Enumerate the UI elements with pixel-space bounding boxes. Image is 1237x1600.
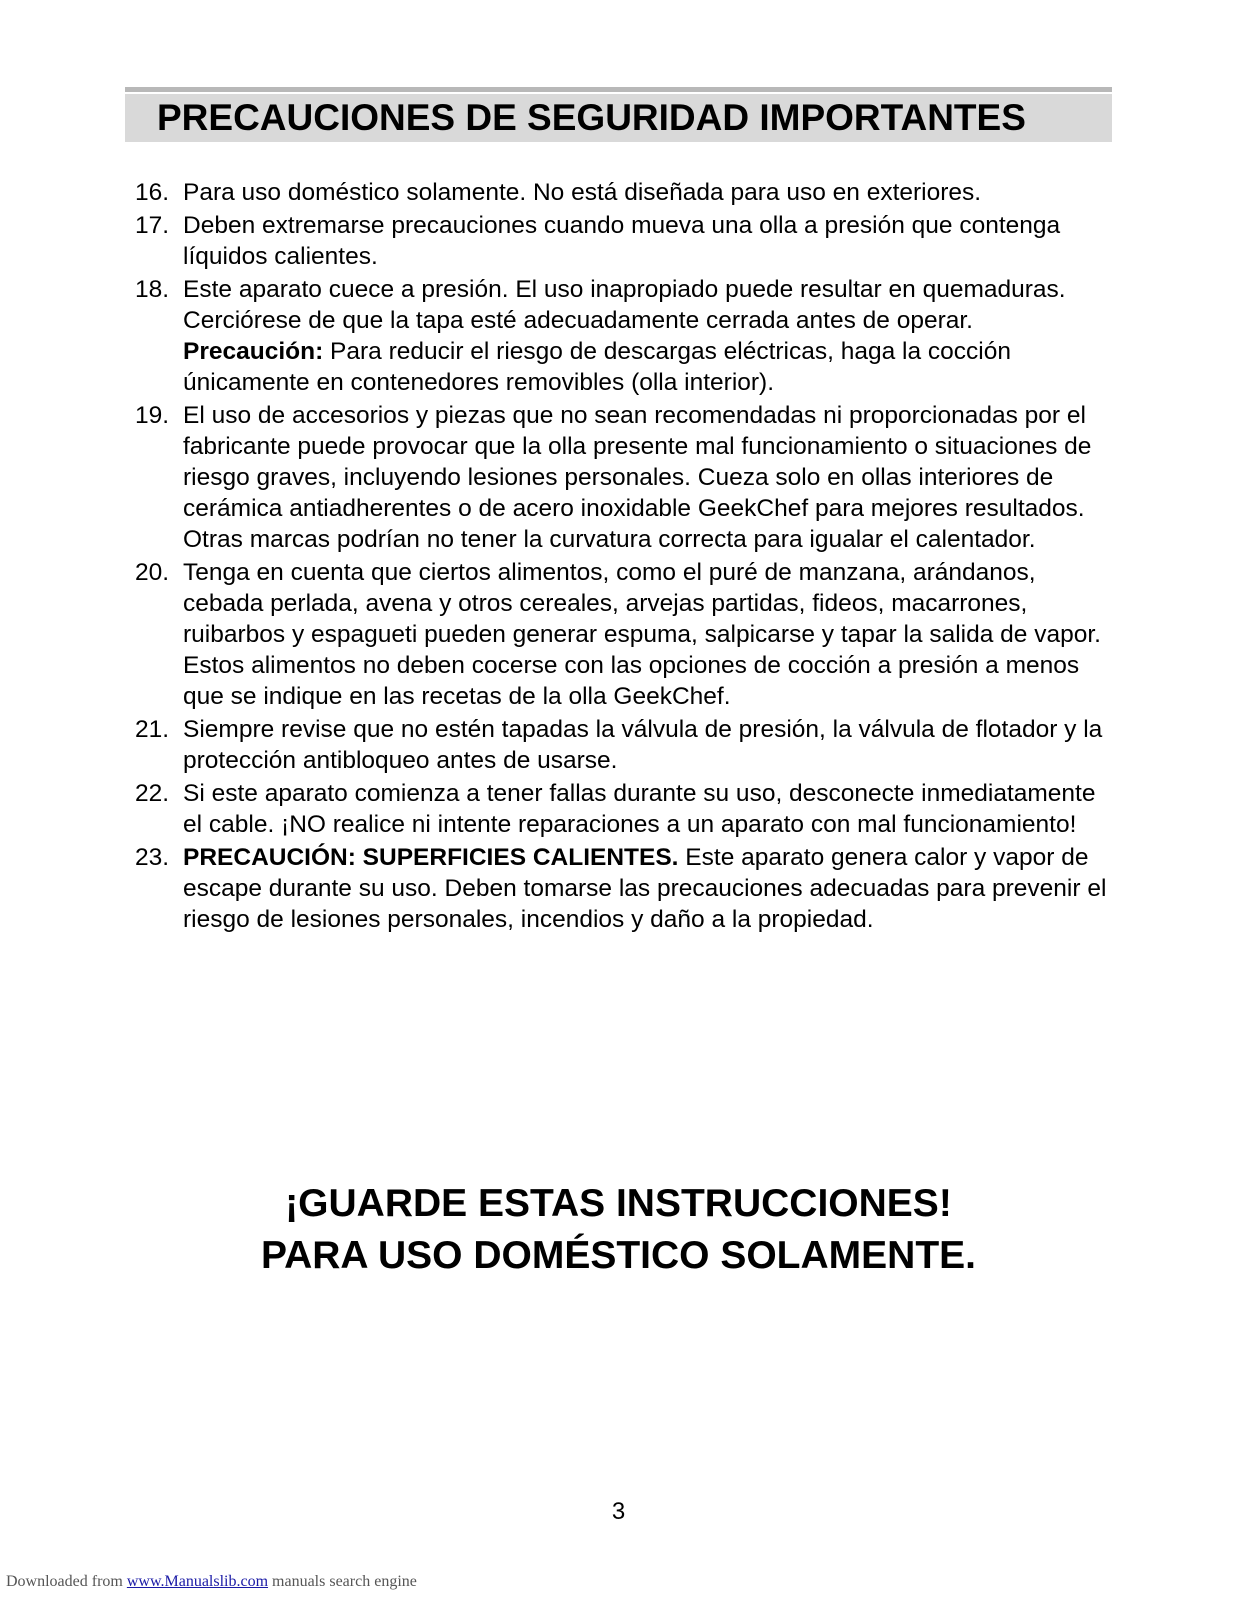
list-item xyxy=(135,210,1120,272)
item-text: Tenga en cuenta que ciertos alimentos, como el puré de manzana, arándanos, cebada perlada, avena y otros cereales, arvejas partidas, fideos, macarrones, ruibarbos y espagueti pueden generar espuma, salpicarse y tapar la salida de vapor. Estos alimentos no deben cocerse con las opciones de cocción a presión a menos que se indique en las recetas de la olla GeekChef. xyxy=(183,559,1101,710)
caution-label: Precaución: xyxy=(183,338,324,365)
list-item xyxy=(135,400,1120,555)
list-item xyxy=(135,177,1120,208)
list-item xyxy=(135,778,1120,840)
item-number: 19. xyxy=(135,402,170,429)
item-number: 17. xyxy=(135,212,170,239)
page-number: 3 xyxy=(611,1498,626,1525)
safety-list xyxy=(135,177,1120,937)
item-text: Siempre revise que no estén tapadas la válvula de presión, la válvula de flotador y la protección antibloqueo antes de usarse. xyxy=(183,716,1103,774)
list-item xyxy=(135,842,1120,935)
manualslib-link[interactable]: www.Manualslib.com xyxy=(126,1573,269,1590)
item-number: 16. xyxy=(135,179,170,206)
item-text: El uso de accesorios y piezas que no sean recomendadas ni proporcionadas por el fabricante puede provocar que la olla presente mal funcionamiento o situaciones de riesgo graves, incluyendo lesiones personales. Cueza solo en ollas interiores de cerámica antiadherentes o de acero inoxidable GeekChef para mejores resultados. Otras marcas podrían no tener la curvatura correcta para igualar el calentador. xyxy=(183,402,1092,553)
item-text: Para uso doméstico solamente. No está diseñada para uso en exteriores. xyxy=(183,179,982,206)
item-number: 21. xyxy=(135,716,170,743)
item-text-after: Para reducir el riesgo de descargas eléctricas, haga la cocción únicamente en contenedores removibles (olla interior). xyxy=(183,338,1011,396)
save-instructions-line: ¡GUARDE ESTAS INSTRUCCIONES! xyxy=(285,1182,952,1225)
list-item xyxy=(135,274,1120,398)
item-text-before: Este aparato cuece a presión. El uso inapropiado puede resultar en quemaduras. Cerciórese de que la tapa esté adecuadamente cerrada antes de operar. xyxy=(183,276,1066,334)
list-item xyxy=(135,714,1120,776)
item-text-after: Este aparato genera calor y vapor de escape durante su uso. Deben tomarse las precauciones adecuadas para prevenir el riesgo de lesiones personales, incendios y daño a la propiedad. xyxy=(183,844,1107,933)
item-number: 23. xyxy=(135,844,170,871)
hot-surfaces-caution: PRECAUCIÓN: SUPERFICIES CALIENTES. xyxy=(183,844,679,871)
item-number: 18. xyxy=(135,276,170,303)
page-title: PRECAUCIONES DE SEGURIDAD IMPORTANTES xyxy=(157,97,1026,138)
download-prefix: Downloaded from xyxy=(6,1573,127,1590)
download-source-note xyxy=(6,1572,417,1592)
item-text: Deben extremarse precauciones cuando mueva una olla a presión que contenga líquidos calientes. xyxy=(183,212,1061,270)
save-instructions-notice xyxy=(0,1178,1237,1282)
item-text xyxy=(183,842,1120,935)
item-number: 22. xyxy=(135,780,170,807)
list-item xyxy=(135,557,1120,712)
household-use-line: PARA USO DOMÉSTICO SOLAMENTE. xyxy=(260,1234,977,1277)
item-text xyxy=(183,274,1120,398)
item-number: 20. xyxy=(135,559,170,586)
download-suffix: manuals search engine xyxy=(268,1573,417,1590)
header-top-rule xyxy=(125,87,1112,92)
item-text: Si este aparato comienza a tener fallas durante su uso, desconecte inmediatamente el cable. ¡NO realice ni intente reparaciones a un aparato con mal funcionamiento! xyxy=(183,780,1096,838)
